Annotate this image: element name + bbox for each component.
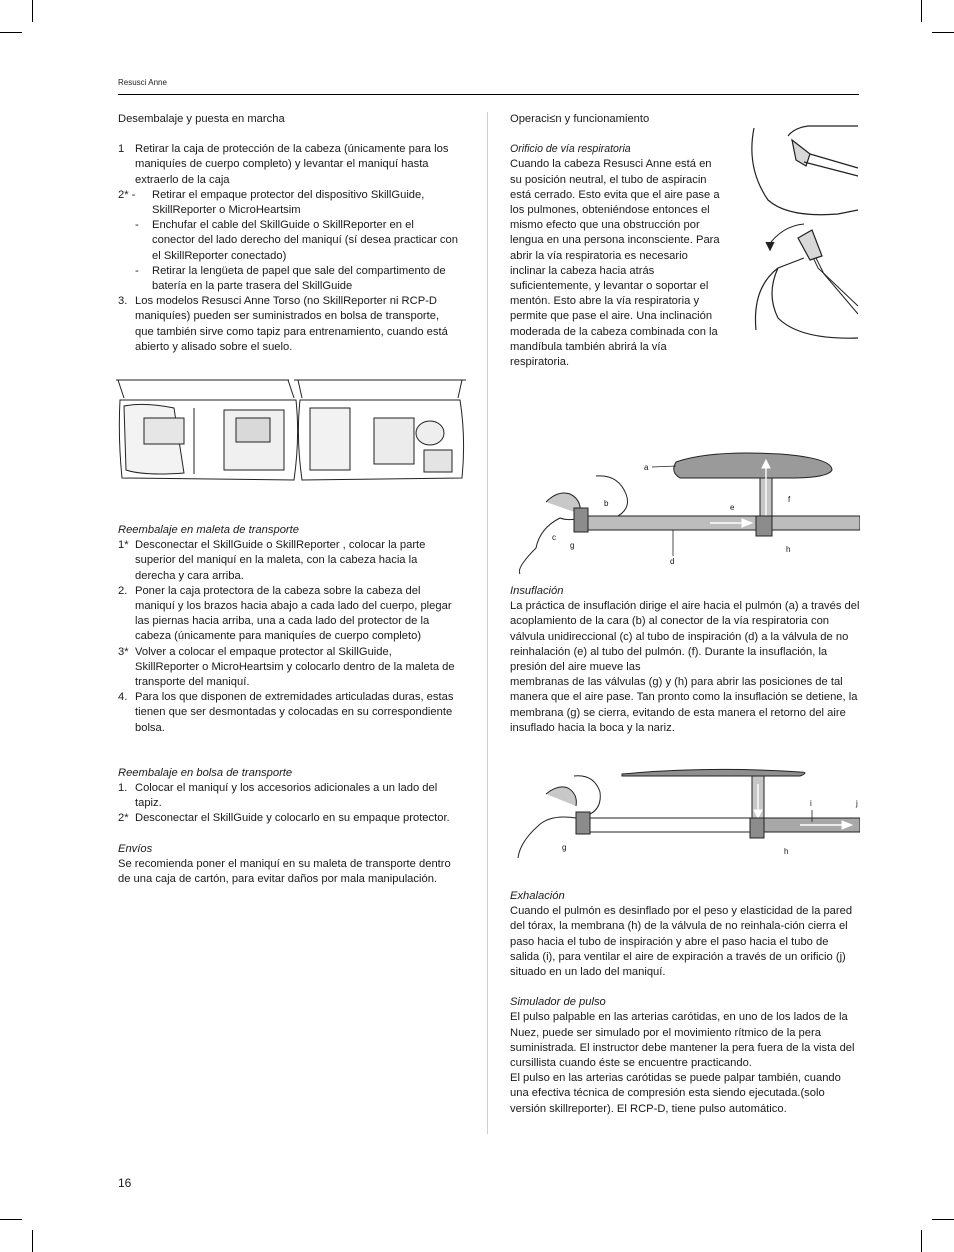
operation-title: Operaci≤n y funcionamiento (510, 113, 650, 125)
exhalation-title: Exhalación (510, 890, 565, 902)
label-c: c (552, 533, 556, 542)
item-text: Retirar la lengüeta de papel que sale del compartimento de batería en la parte trasera del SkillGuide (152, 264, 446, 293)
inspiration-tube (590, 818, 750, 832)
crop-mark (32, 1230, 33, 1252)
insufflation-section (510, 584, 860, 736)
label-g: g (562, 843, 567, 852)
repack-case-title: Reembalaje en maleta de transporte (118, 524, 299, 536)
airway-title: Orificio de vía respiratoria (510, 143, 631, 156)
label-j: j (856, 799, 858, 808)
open-case-left (116, 380, 298, 480)
list-item (118, 188, 458, 218)
crop-mark (32, 0, 33, 22)
item-text: Retirar la caja de protección de la cabeza (únicamente para los maniquíes de cuerpo completo) y levantar el maniquí hasta extraerlo de la caja (135, 143, 449, 186)
item-number: 1. (118, 782, 128, 795)
label-g: g (570, 541, 575, 550)
list-item (118, 690, 458, 736)
left-column (118, 112, 458, 355)
pulse-title: Simulador de pulso (510, 996, 606, 1009)
list-item (118, 645, 458, 691)
item-text: Los modelos Resusci Anne Torso (no SkillReporter ni RCP-D maniquíes) pueden ser suministrados en bolsa de transporte, que también sirve como tapiz para entrenamiento, cuando está abierto y alisado sobre el suelo. (135, 295, 448, 353)
column-divider (487, 112, 488, 1134)
item-number: 4. (118, 691, 128, 704)
repack-bag-title: Reembalaje en bolsa de transporte (118, 766, 293, 779)
list-item (118, 584, 458, 645)
shipping-text: Se recomienda poner el maniquí en su maleta de transporte dentro de una caja de cartón, para evitar daños por mala manipulación. (118, 857, 451, 886)
item-number: 1 (118, 143, 125, 156)
item-number: 2* - (118, 188, 136, 201)
insufflation-diagram (510, 448, 860, 588)
unpack-title: Desembalaje y puesta en marcha (118, 113, 285, 125)
item-text: Desconectar el SkillGuide o SkillReporter , colocar la parte superior del maniquí en la maleta, con la cabeza hacia la derecha y cara arriba. (135, 539, 426, 582)
label-f: f (788, 495, 791, 504)
left-column-lower (118, 523, 458, 887)
pulse-text-2: El pulso en las arterias carótidas se puede palpar también, cuando una efectiva técnica de compresión esta siendo ejecutada.(solo versión skillreporter). El RCP-D, tiene pulso automático. (510, 1072, 841, 1115)
list-item (118, 294, 458, 355)
item-number: 1* (118, 539, 129, 552)
list-item (118, 264, 458, 294)
list-item (118, 142, 458, 188)
item-number: - (135, 264, 139, 277)
shipping-title: Envíos (118, 842, 153, 855)
pulse-text-1: El pulso palpable en las arterias carótidas, en uno de los lados de la Nuez, puede ser simulado por el movimiento rítmico de la pera suministrada. El instructor debe mantener la pera fuera de la vista del cursillista cuando éste se encuentre practicando. (510, 1011, 855, 1070)
crop-mark (932, 1219, 954, 1220)
open-case-right (294, 380, 466, 480)
running-title: Resusci Anne (118, 78, 167, 87)
item-text: Retirar el empaque protector del dispositivo SkillGuide, SkillReporter o MicroHeartsim (152, 188, 425, 217)
item-text: Colocar el maniquí y los accesorios adicionales a un lado del tapiz. (135, 782, 438, 810)
item-number: 3* (118, 645, 129, 658)
crop-mark (0, 32, 22, 33)
label-h: h (784, 847, 789, 856)
item-text: Enchufar el cable del SkillGuide o SkillReporter en el conector del lado derecho del maniquí (sí desea practicar con el SkillReporter conectado) (152, 219, 458, 262)
label-i: i (810, 799, 812, 808)
label-e: e (730, 503, 735, 512)
exhalation-section (510, 889, 860, 1117)
item-text: Volver a colocar el empaque protector al SkillGuide, SkillReporter o MicroHeartsim y colocarlo dentro de la maleta de transporte del maniquí. (135, 645, 455, 689)
label-h: h (786, 545, 791, 554)
list-item (118, 218, 458, 264)
item-number: 2* (118, 812, 129, 825)
exhalation-diagram (510, 766, 860, 866)
lung-shape (674, 453, 832, 478)
header-rule (118, 94, 859, 95)
crop-mark (921, 1230, 922, 1252)
item-number: 2. (118, 584, 128, 597)
list-item (118, 781, 458, 811)
item-text: Desconectar el SkillGuide y colocarlo en su empaque protector. (135, 812, 450, 825)
item-number: 3. (118, 295, 128, 308)
insufflation-text-2: membranas de las válvulas (g) y (h) para abrir las posiciones de tal manera que el aire pase. Tan pronto como la insuflación se detiene, la membrana (g) se cierra, evitando de esta manera el retorno del aire insuflado hacia la boca y la nariz. (510, 676, 858, 734)
insufflation-text-1: La práctica de insuflación dirige el aire hacia el pulmón (a) a través del acoplamiento de la cara (b) al conector de la vía respiratoria con válvula unidireccional (c) al tubo de inspiración (d) a la válvula de no reinhalación (e) al tubo del pulmón. (f). Durante la insuflación, la presión del aire mueve las (510, 600, 860, 674)
exhalation-text: Cuando el pulmón es desinflado por el peso y elasticidad de la pared del tórax, la membrana (h) de la válvula de no reinhala-ción cierra el paso hacia el tubo de inspiración y abre el paso hacia el tubo de salida (i), para ventilar el aire de expiración a través de un orificio (j) situado en un lado del maniquí. (510, 905, 853, 979)
label-d: d (670, 557, 675, 566)
crop-mark (921, 0, 922, 22)
item-number: - (135, 219, 139, 232)
crop-mark (932, 32, 954, 33)
list-item (118, 538, 458, 584)
crop-mark (0, 1219, 22, 1220)
insufflation-title: Insuflación (510, 585, 564, 597)
list-item (118, 811, 458, 826)
item-text: Poner la caja protectora de la cabeza sobre la cabeza del maniquí y los brazos hacia abajo a cada lado del cuerpo, plegar las piernas hacia arriba, una a cada lado del protector de la cabeza (únicamente para maniquíes de cuerpo completo) (135, 584, 452, 643)
airway-text: Cuando la cabeza Resusci Anne está en su posición neutral, el tubo de aspiracin está cerrado. Esto evita que el aire pase a los pulmones, obteniéndose entonces el mismo efecto que una obstrucción por lengua en una persona inconsciente. Para abrir la vía respiratoria es necesario inclinar la cabeza hacia atrás suficientemente, y levantar o soportar el mentón. Esto abre la vía respiratoria y permite que pase el aire. Una inclinación moderada de la cabeza combinada con la mandíbula también abrirá la vía respiratoria. (510, 158, 720, 369)
lung-shape-deflated (622, 769, 805, 776)
label-b: b (604, 499, 609, 508)
right-column-top (510, 112, 722, 370)
page-number: 16 (118, 1176, 132, 1190)
item-text: Para los que disponen de extremidades articuladas duras, estas tienen que ser desmontadas y colocadas en su correspondiente bolsa. (135, 691, 454, 734)
label-a: a (644, 463, 649, 472)
head-tilt-illustration (748, 118, 860, 340)
suitcase-illustration (114, 378, 470, 490)
